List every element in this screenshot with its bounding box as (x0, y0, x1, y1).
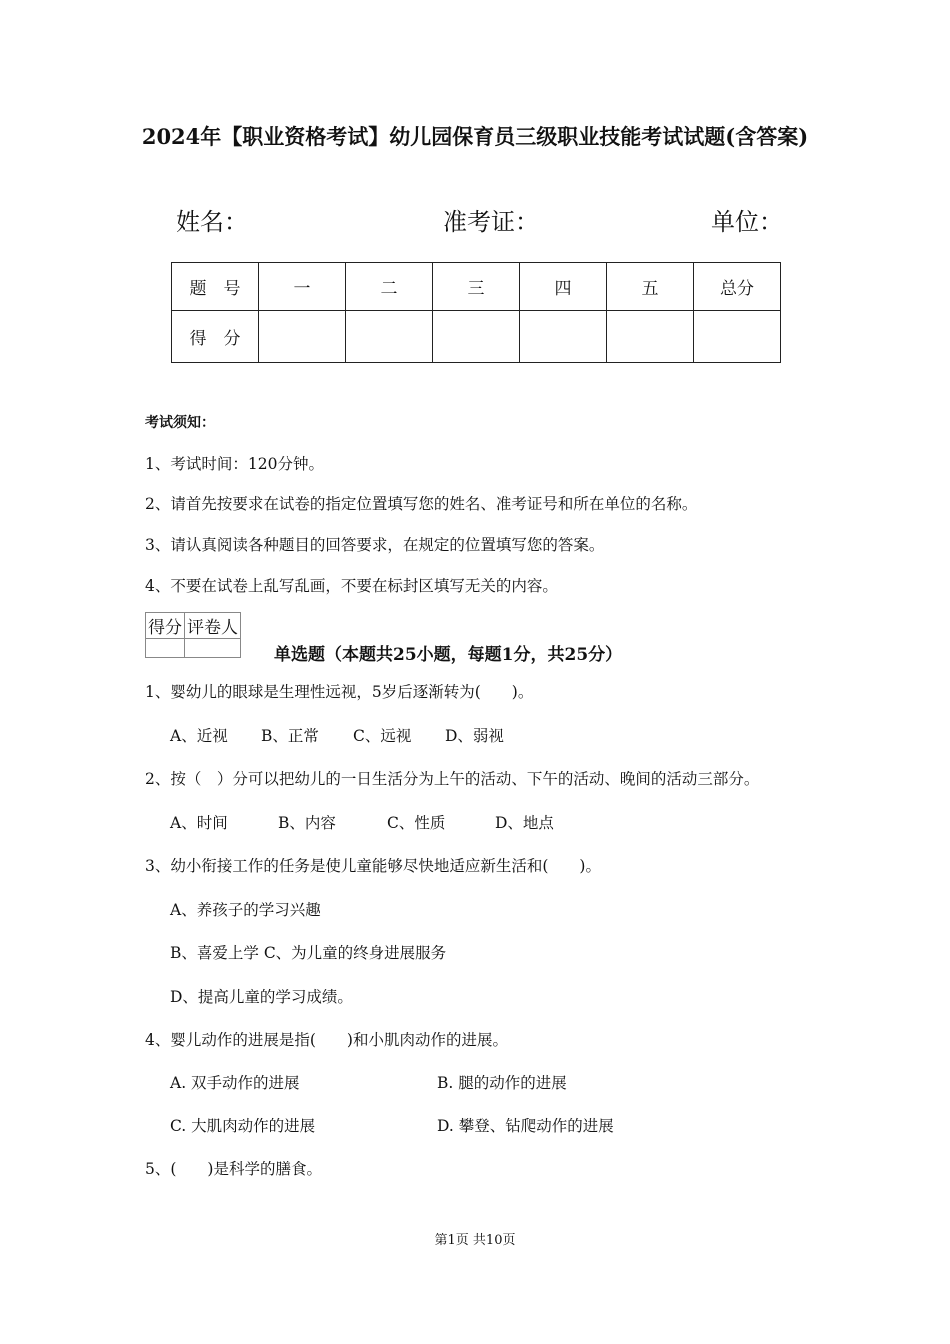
document-title: 2024年【职业资格考试】幼儿园保育员三级职业技能考试试题(含答案) (141, 124, 809, 149)
question-text: 1、婴幼儿的眼球是生理性远视，5岁后逐渐转为( )。 (145, 683, 534, 701)
question-text: 5、( )是科学的膳食。 (145, 1160, 322, 1178)
option-d: D、弱视 (445, 727, 504, 745)
score-entry-cell[interactable] (346, 311, 433, 363)
option-c: C. 大肌肉动作的进展 (170, 1117, 316, 1135)
option-d: D. 攀登、钻爬动作的进展 (437, 1117, 614, 1135)
exam-id-label: 准考证： (443, 208, 539, 236)
name-label: 姓名： (176, 208, 248, 236)
notice-item: 3、请认真阅读各种题目的回答要求，在规定的位置填写您的答案。 (145, 536, 605, 554)
option-a: A. 双手动作的进展 (170, 1074, 300, 1092)
option-d: D、地点 (495, 814, 554, 832)
question-text: 4、婴儿动作的进展是指( )和小肌肉动作的进展。 (145, 1031, 508, 1049)
option-c: C、性质 (387, 814, 446, 832)
grader-table (145, 612, 241, 658)
unit-label: 单位： (711, 208, 783, 236)
score-header-cell: 四 (520, 263, 607, 311)
grader-score-label: 得分 (146, 613, 185, 639)
notice-item: 2、请首先按要求在试卷的指定位置填写您的姓名、准考证号和所在单位的名称。 (145, 495, 698, 513)
option-b: B、内容 (278, 814, 336, 832)
question-text: 3、幼小衔接工作的任务是使儿童能够尽快地适应新生活和( )。 (145, 857, 601, 875)
option-a: A、时间 (170, 814, 228, 832)
notice-heading: 考试须知： (145, 415, 215, 431)
score-entry-cell[interactable] (259, 311, 346, 363)
option-a: A、养孩子的学习兴趣 (170, 901, 321, 919)
score-entry-cell[interactable] (607, 311, 694, 363)
grader-reviewer-cell[interactable] (185, 639, 241, 658)
question-text: 2、按（ ）分可以把幼儿的一日生活分为上午的活动、下午的活动、晚间的活动三部分。 (145, 770, 760, 788)
grader-score-cell[interactable] (146, 639, 185, 658)
option-a: A、近视 (170, 727, 228, 745)
option-d: D、提高儿童的学习成绩。 (170, 988, 353, 1006)
score-row-label: 得 分 (172, 311, 259, 363)
score-header-cell: 三 (433, 263, 520, 311)
score-header-cell: 五 (607, 263, 694, 311)
score-header-cell: 一 (259, 263, 346, 311)
grader-reviewer-label: 评卷人 (185, 613, 241, 639)
option-b: B、喜爱上学 C、为儿童的终身进展服务 (170, 944, 447, 962)
option-b: B、正常 (261, 727, 319, 745)
notice-item: 4、不要在试卷上乱写乱画，不要在标封区填写无关的内容。 (145, 577, 558, 595)
score-table (171, 262, 781, 363)
score-entry-cell[interactable] (694, 311, 781, 363)
score-header-cell: 二 (346, 263, 433, 311)
score-entry-cell[interactable] (520, 311, 607, 363)
score-entry-cell[interactable] (433, 311, 520, 363)
page-footer: 第1页 共10页 (434, 1233, 516, 1248)
option-b: B. 腿的动作的进展 (437, 1074, 567, 1092)
section-title: 单选题（本题共25小题，每题1分，共25分） (274, 645, 623, 665)
score-header-cell: 总分 (694, 263, 781, 311)
option-c: C、远视 (353, 727, 412, 745)
score-header-cell: 题 号 (172, 263, 259, 311)
notice-item: 1、考试时间：120分钟。 (145, 455, 324, 473)
